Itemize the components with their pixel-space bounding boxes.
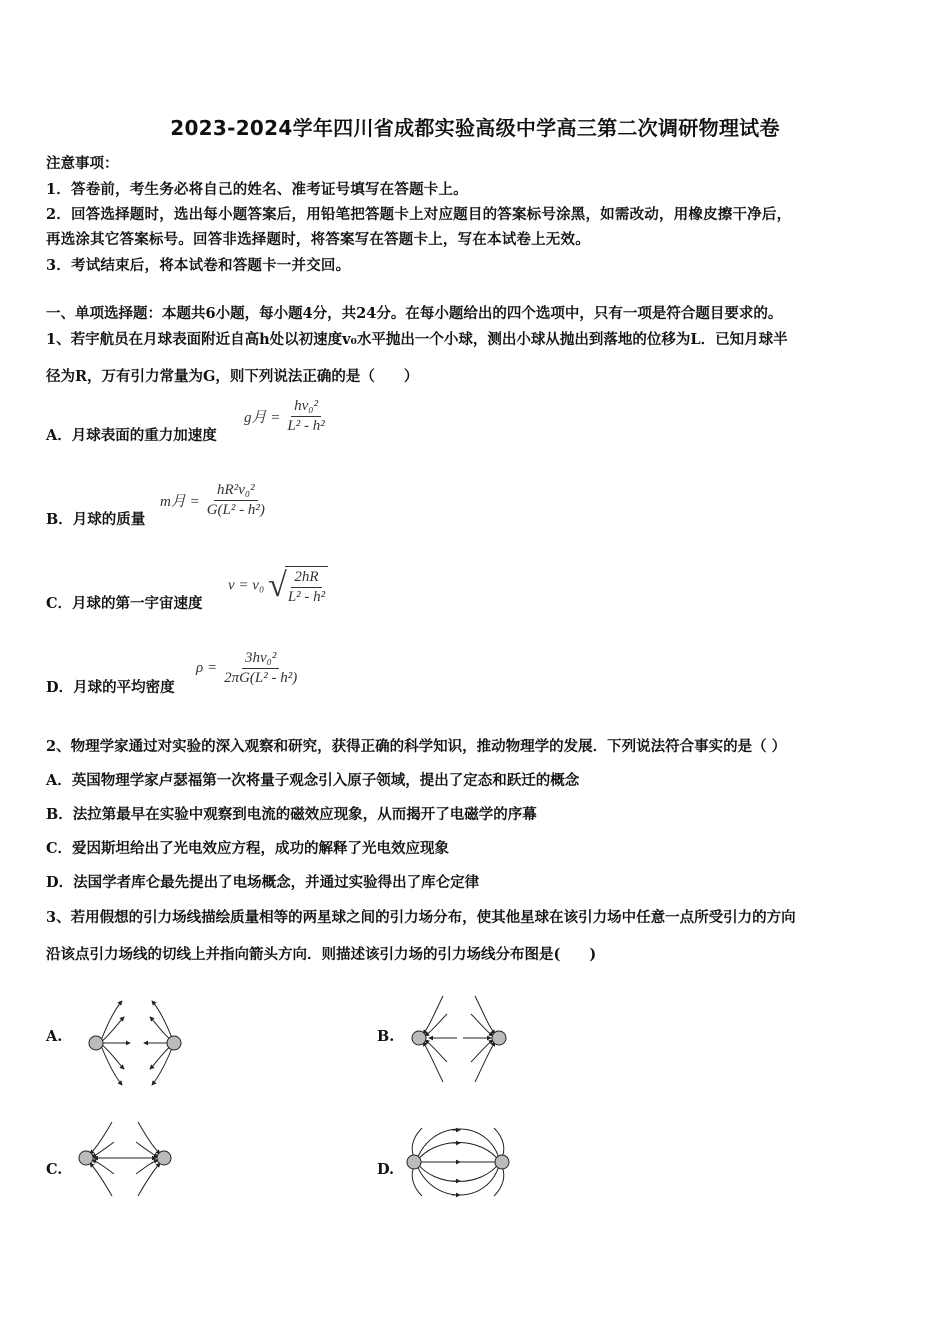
field-diagram-d [400,1118,520,1208]
question-1-stem: 1、若宇航员在月球表面附近自高h处以初速度v₀水平抛出一个小球，测出小球从抛出到落地的位移为L．已知月球半 [46,331,788,348]
formula-lhs: g月 = [244,410,281,426]
q3-option-d-label: D. [377,1161,395,1178]
formula-fraction [221,650,300,687]
formula-numerator: 2hR [291,569,321,588]
question-2-stem: 2、物理学家通过对实验的深入观察和研究，获得正确的科学知识，推动物理学的发展．下列说法符合事实的是（ ） [46,738,787,755]
formula-numerator: hR²v₀² [214,482,258,501]
q1-option-d-label: D．月球的平均密度 [46,679,175,696]
q2-option-d: D．法国学者库仑最先提出了电场概念，并通过实验得出了库仑定律 [46,874,480,891]
q1-option-a-label: A．月球表面的重力加速度 [46,427,217,444]
q1-option-c-label: C．月球的第一宇宙速度 [46,595,203,612]
formula-lhs: ρ = [196,660,218,676]
radical-icon: √ [268,567,287,604]
q3-option-a-label: A. [46,1028,63,1045]
formula-fraction [284,398,327,435]
formula-numerator: 3hv₀² [242,650,279,669]
section-heading: 一、单项选择题：本题共6小题，每小题4分，共24分。在每小题给出的四个选项中，只有一项是符合题目要求的。 [46,305,783,322]
formula-denominator: L² - h² [287,589,326,605]
notice-heading: 注意事项： [46,155,119,172]
formula-lhs: m月 = [160,494,200,510]
q1-option-d-formula [196,650,300,687]
page-title: 2023-2024学年四川省成都实验高级中学高三第二次调研物理试卷 [170,116,780,140]
q1-option-c-formula [228,566,328,606]
formula-numerator: hv₀² [291,398,321,417]
notice-item: 3．考试结束后，将本试卷和答题卡一并交回。 [46,257,351,274]
field-diagram-b [405,992,515,1087]
notice-item: 2．回答选择题时，选出每小题答案后，用铅笔把答题卡上对应题目的答案标号涂黑，如需改动，用橡皮擦干净后， [46,206,792,223]
q2-option-b: B．法拉第最早在实验中观察到电流的磁效应现象，从而揭开了电磁学的序幕 [46,806,537,823]
formula-denominator: G(L² - h²) [206,502,265,518]
q3-option-c-label: C. [46,1161,63,1178]
q2-option-a: A．英国物理学家卢瑟福第一次将量子观念引入原子领域，提出了定态和跃迁的概念 [46,772,580,789]
q3-option-b-label: B. [377,1028,395,1045]
formula-fraction [204,482,268,519]
notice-item: 再选涂其它答案标号。回答非选择题时，将答案写在答题卡上，写在本试卷上无效。 [46,231,590,248]
question-3-stem-cont: 沿该点引力场线的切线上并指向箭头方向．则描述该引力场的引力场线分布图是( ) [46,946,597,963]
sqrt-sign [268,566,328,606]
question-1-stem-cont: 径为R，万有引力常量为G，则下列说法正确的是（ ） [46,368,419,385]
q1-option-a-formula [244,398,328,435]
field-diagram-a [82,995,192,1090]
formula-lhs: v = v₀ [228,577,265,594]
formula-denominator: L² - h² [287,418,325,434]
question-3-stem: 3、若用假想的引力场线描绘质量相等的两星球之间的引力场分布，使其他星球在该引力场中任意一点所受引力的方向 [46,909,796,926]
q2-option-c: C．爱因斯坦给出了光电效应方程，成功的解释了光电效应现象 [46,840,450,857]
notice-item: 1．答卷前，考生务必将自己的姓名、准考证号填写在答题卡上。 [46,181,468,198]
field-diagram-c [72,1118,182,1208]
q1-option-b-formula [160,482,268,519]
formula-denominator: 2πG(L² - h²) [224,670,298,686]
formula-fraction [285,566,328,606]
q1-option-b-label: B．月球的质量 [46,511,146,528]
